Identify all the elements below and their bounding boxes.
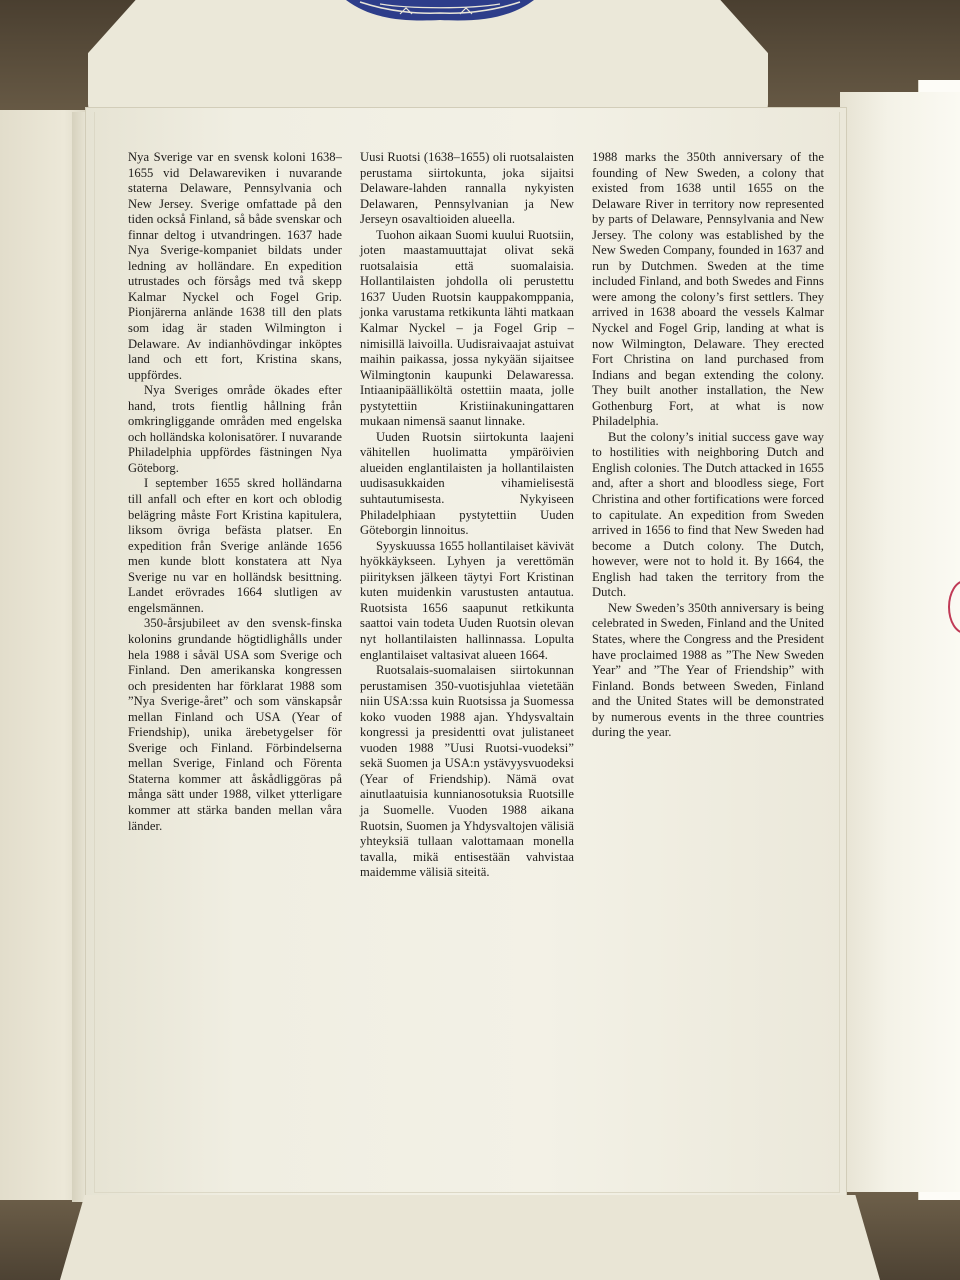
swedish-paragraph: 350-årsjubileet av den svensk-finska kolonins grundande högtidlighålls under hela 1988 i såväl USA som Sverige och Finland. Den amerikanska kongressen och presidenten har förklarat 1988 som ”Nya Sverige-året” och som vänskapsår mellan Finland och USA (Year of Friendship), unika ärebetygelser för Sverige och Finland. Förbindelserna mellan Sverige, Finland och Förenta Staterna kommer att åskådliggöras på många sätt under 1988, vilket ytterligare kommer att stärka banden mellan våra länder. xyxy=(128,616,342,833)
swedish-paragraph: Nya Sverige var en svensk koloni 1638–1655 vid Delawareviken i nuvarande staterna Delaware, Pennsylvania och New Jersey. Sverige omfattade på den tiden också Finland, så både svenskar och finnar deltog i utvandringen. 1637 hade Nya Sverige-kompaniet bildats under ledning av holländare. En expedition utrustades och försågs med två skepp Kalmar Nyckel och Fogel Grip. Pionjärerna anlände 1638 till den plats som idag är staden Wilmington i Delaware. Av indianhövdingar inköptes land och ett fort, Kristina skans, uppfördes. xyxy=(128,150,342,382)
folder-bottom-flap xyxy=(60,1195,880,1280)
blue-woodcut-print-motif xyxy=(340,0,540,24)
english-paragraph: But the colony’s initial success gave way to hostilities with neighboring Dutch and English colonies. The Dutch attacked in 1655 and, after a short and bloodless siege, Fort Christina and other fortifications were forced to capitulate. An expedition from Sweden arrived in 1656 to find that New Sweden had become a Dutch colony. The Dutch, however, were not to hold it. By 1664, the English had taken the territory from the Dutch. xyxy=(592,429,824,600)
swedish-text-column xyxy=(128,150,342,834)
finnish-paragraph: Syyskuussa 1655 hollantilaiset kävivät hyökkäykseen. Lyhyen ja verettömän piirityksen jälkeen täytyi Fort Kristinan kuten muidenkin varustusten antautua. Ruotsista 1656 saapunut retkikunta saattoi vain todeta Uuden Ruotsin olevan nyt hollantilaisten hallinnassa. Lopulta englantilaiset valtasivat alueen 1664. xyxy=(360,538,574,662)
finnish-paragraph: Ruotsalais-suomalaisen siirtokunnan perustamisen 350-vuotisjuhlaa vietetään niin USA:ssa kuin Ruotsissa ja Suomessa koko vuoden 1988 ajan. Yhdysvaltain kongressi ja presidentti ovat julistaneet vuoden 1988 ”Uusi Ruotsi-vuodeksi” sekä Suomen ja USA:n ystävyysvuodeksi (Year of Friendship). Nämä ovat ainutlaatuisia kunnianosotuksia Ruotsille ja Suomelle. Vuoden 1988 aikana Ruotsin, Suomen ja Yhdysvaltojen välisiä yhteyksiä tullaan valottamaan monella tavalla, mikä entisestään vahvistaa maidemme välisiä siteitä. xyxy=(360,663,574,880)
english-paragraph: New Sweden’s 350th anniversary is being celebrated in Sweden, Finland and the United States, where the Congress and the President have proclaimed 1988 as ”The New Sweden Year” and ”The Year of Friendship” with Finland. Bonds between Sweden, Finland and the United States will be demonstrated by numerous events in the three countries during the year. xyxy=(592,600,824,740)
swedish-paragraph: Nya Sveriges område ökades efter hand, trots fientlig hållning från omkringliggande områden med engelska och holländska kolonisatörer. I nuvarande Philadelphia uppfördes fästningen Nya Göteborg. xyxy=(128,383,342,475)
english-paragraph: 1988 marks the 350th anniversary of the founding of New Sweden, a colony that existed from 1638 until 1655 on the Delaware River in territory now represented by parts of Delaware, Pennsylvania and New Jersey. The colony was established by the New Sweden Company, founded in 1637 and run by Dutchmen. Sweden at the time included Finland, and both Swedes and Finns were among the colony’s first settlers. They arrived in 1638 aboard the vessels Kalmar Nyckel and Fogel Grip, landing at what is now Wilmington, Delaware. They erected Fort Christina on land purchased from Indians and began extending the colony. They built another installation, the New Gothenburg Fort, at what is now Philadelphia. xyxy=(592,150,824,429)
finnish-text-column xyxy=(360,150,574,881)
finnish-paragraph: Uusi Ruotsi (1638–1655) oli ruotsalaisten perustama siirtokunta, joka sijaitsi Delaware-lahden rannalla nykyisten Delawaren, Pennsylvanian ja New Jerseyn osavaltioiden alueella. xyxy=(360,150,574,227)
swedish-paragraph: I september 1655 skred holländarna till anfall och efter en kort och oblodig belägring måste Fort Kristina kapitulera, liksom övriga befästa platser. En expedition från Sverige anlände 1656 men kunde blott konstatera att Nya Sverige nu var en holländsk besittning. Landet erövrades 1664 slutligen av engelsmännen. xyxy=(128,476,342,615)
finnish-paragraph: Uuden Ruotsin siirtokunta laajeni vähitellen huolimatta ympäröivien alueiden englantilaisten ja hollantilaisten uudisasukkaiden vihamielisestä suhtautumisesta. Nykyiseen Philadelphiaan pystytettiin Uuden Göteborgin linnoitus. xyxy=(360,429,574,538)
english-text-column xyxy=(592,150,824,741)
finnish-paragraph: Tuohon aikaan Suomi kuului Ruotsiin, joten maastamuuttajat olivat sekä ruotsalaisia että suomalaisia. Hollantilaisten johdolla oli perustettu 1637 Uuden Ruotsin kauppakomppania, jonka varustama retkikunta lähti matkaan Kalmar Nyckel – ja Fogel Grip – nimisillä laivoilla. Uudisraivaajat astuivat maihin paikassa, jossa nykyään sijaitsee Wilmingtonin kaupunki Delawaressa. Intiaanipäälliköltä ostettiin maata, jolle pystytettiin Kristiinakuningattaren mukaan nimensä saanut linnake. xyxy=(360,227,574,429)
folder-right-panel xyxy=(840,92,960,1192)
